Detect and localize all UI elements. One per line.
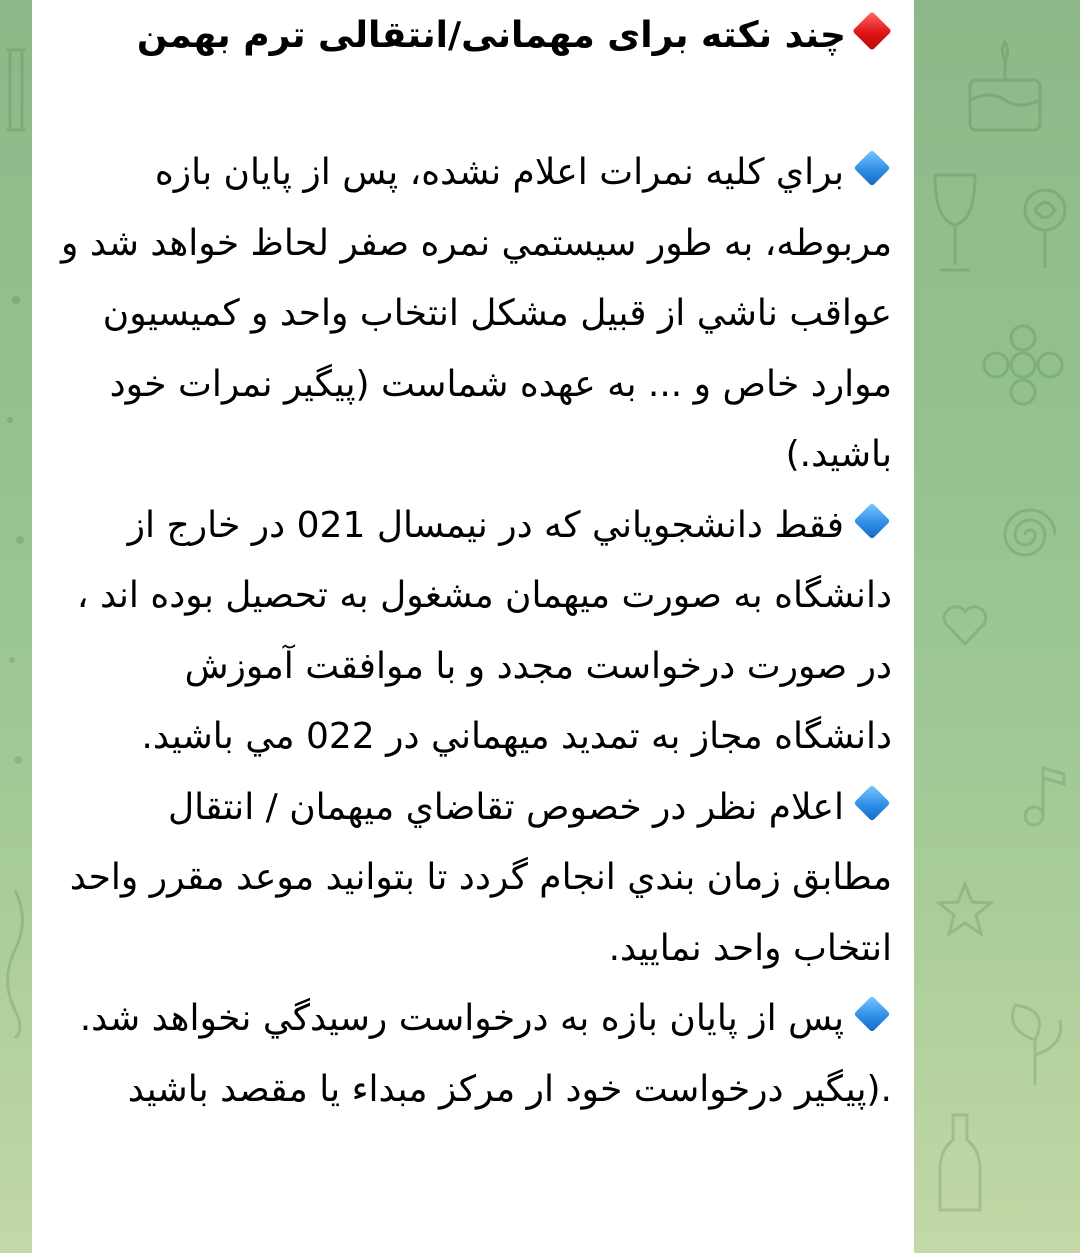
blue-diamond-icon [852, 783, 892, 823]
wallpaper-pillar-icon [2, 40, 30, 140]
message-paragraph-4 [58, 984, 892, 1125]
paragraph-text: اعلام نظر در خصوص تقاضاي ميهمان / انتقال مطابق زمان بندي انجام گردد تا بتوانيد موعد مقرر واحد انتخاب واحد نماييد. [69, 786, 892, 969]
message-bubble [32, 0, 914, 1253]
wallpaper-cake-icon [960, 30, 1050, 140]
wallpaper-music-icon [1020, 760, 1070, 830]
wallpaper-glass-icon [925, 170, 985, 280]
paragraph-text: پس از پايان بازه به درخواست رسيدگي نخواهد شد. .(پیگیر درخواست خود ار مرکز مبداء یا مقصد باشید [79, 998, 892, 1110]
wallpaper-swirl-icon [0, 880, 30, 1040]
wallpaper-spiral-icon [985, 490, 1075, 580]
wallpaper-leaf-icon [1000, 1000, 1070, 1090]
wallpaper-heart-icon [940, 600, 990, 650]
wallpaper-star-icon [935, 880, 995, 940]
blue-diamond-icon [852, 148, 892, 188]
wallpaper-dots-icon [2, 280, 30, 780]
paragraph-text: براي كليه نمرات اعلام نشده، پس از پايان بازه مربوطه، به طور سيستمي نمره صفر لحاظ خواهد شد و عواقب ناشي از قبيل مشكل انتخاب واحد و كميسيون موارد خاص و ... به عهده شماست (پيگير نمرات خود باشيد.) [61, 152, 892, 475]
title-spacer [58, 72, 892, 138]
message-title-text: چند نکته برای مهمانی/انتقالی ترم بهمن [136, 15, 846, 56]
message-text [32, 0, 914, 1125]
wallpaper-flower-icon [978, 320, 1068, 410]
red-diamond-icon [852, 11, 892, 51]
wallpaper-bottle-icon [935, 1110, 985, 1220]
message-paragraph-2 [58, 491, 892, 773]
paragraph-text: فقط دانشجوياني كه در نيمسال 021 در خارج از دانشگاه به صورت ميهمان مشغول به تحصيل بوده اند ، در صورت درخواست مجدد و با موافقت آموزش دانشگاه مجاز به تمديد ميهماني در 022 مي باشيد. [76, 504, 892, 757]
message-title [58, 0, 892, 72]
blue-diamond-icon [852, 994, 892, 1034]
blue-diamond-icon [852, 501, 892, 541]
wallpaper-rose-icon [1010, 180, 1080, 270]
message-paragraph-3 [58, 773, 892, 985]
message-paragraph-1 [58, 138, 892, 491]
